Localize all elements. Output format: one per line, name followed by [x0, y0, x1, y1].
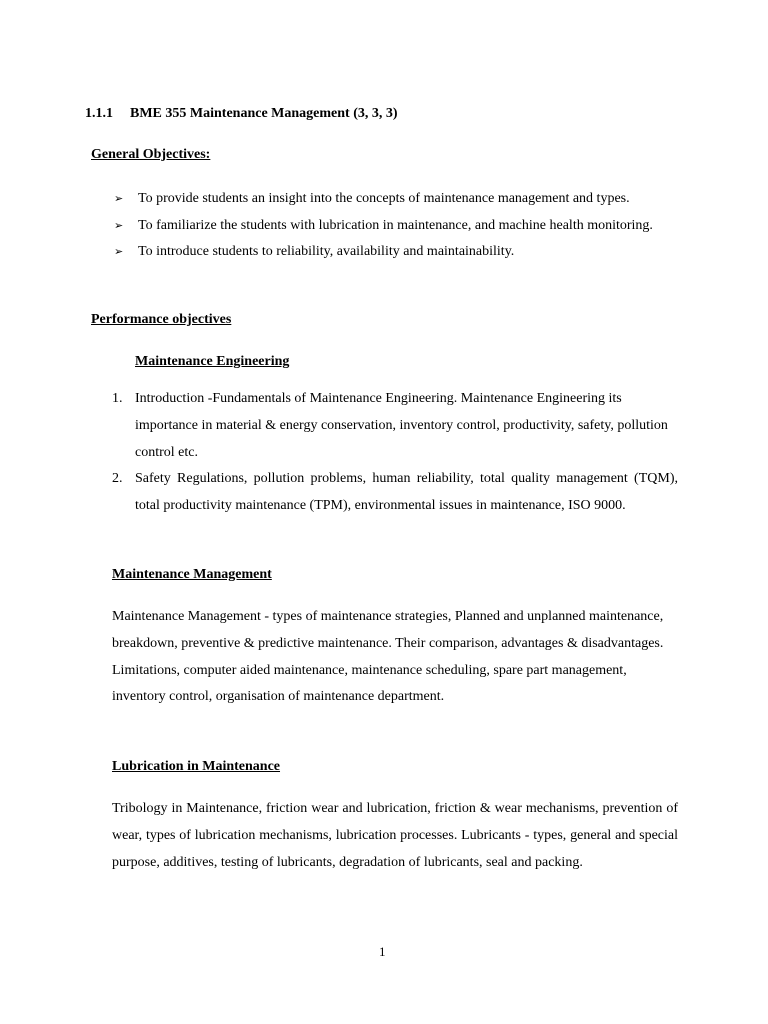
lubrication-in-maintenance-paragraph: Tribology in Maintenance, friction wear and lubrication, friction & wear mechanisms, prevention of wear, types of lubrication mechanisms, lubrication processes. Lubricants - types, general and special purpose, additives, testing of lubricants, degradation of lubricants, seal and packing. [112, 801, 678, 870]
maintenance-engineering-heading: Maintenance Engineering [135, 354, 290, 369]
general-objectives-heading: General Objectives: [91, 147, 211, 162]
list-item [112, 386, 678, 466]
arrowhead-bullet-icon: ➢ [114, 246, 124, 258]
list-item [114, 213, 684, 240]
list-item-text: Introduction -Fundamentals of Maintenance Engineering. Maintenance Engineering its importance in material & energy conservation, inventory control, productivity, safety, pollution control etc. [135, 391, 668, 460]
course-title: BME 355 Maintenance Management (3, 3, 3) [130, 106, 398, 121]
list-item-text: To familiarize the students with lubrication in maintenance, and machine health monitoring. [138, 217, 653, 233]
list-item [112, 466, 678, 520]
list-item-text: Safety Regulations, pollution problems, human reliability, total quality management (TQM), total productivity maintenance (TPM), environmental issues in maintenance, ISO 9000. [135, 471, 678, 514]
maintenance-management-paragraph: Maintenance Management - types of maintenance strategies, Planned and unplanned maintenance, breakdown, preventive & predictive maintenance. Their comparison, advantages & disadvantages. Limitations, computer aided maintenance, maintenance scheduling, spare part management, inventory control, organisation of maintenance department. [112, 609, 664, 705]
list-item-text: To provide students an insight into the concepts of maintenance management and types. [138, 191, 630, 206]
section-number: 1.1.1 [85, 106, 113, 121]
list-item-text: To introduce students to reliability, availability and maintainability. [138, 244, 515, 259]
list-item-number: 1. [112, 391, 123, 406]
maintenance-engineering-list [112, 386, 678, 520]
list-item [114, 186, 684, 213]
general-objectives-list [114, 186, 684, 266]
lubrication-in-maintenance-heading: Lubrication in Maintenance [112, 759, 281, 774]
list-item [114, 239, 684, 266]
list-item-number: 2. [112, 471, 123, 487]
arrowhead-bullet-icon: ➢ [114, 219, 124, 232]
course-heading [85, 107, 398, 121]
maintenance-management-heading: Maintenance Management [112, 567, 272, 582]
page-number: 1 [379, 944, 386, 959]
arrowhead-bullet-icon: ➢ [114, 193, 124, 205]
performance-objectives-heading: Performance objectives [91, 312, 232, 327]
